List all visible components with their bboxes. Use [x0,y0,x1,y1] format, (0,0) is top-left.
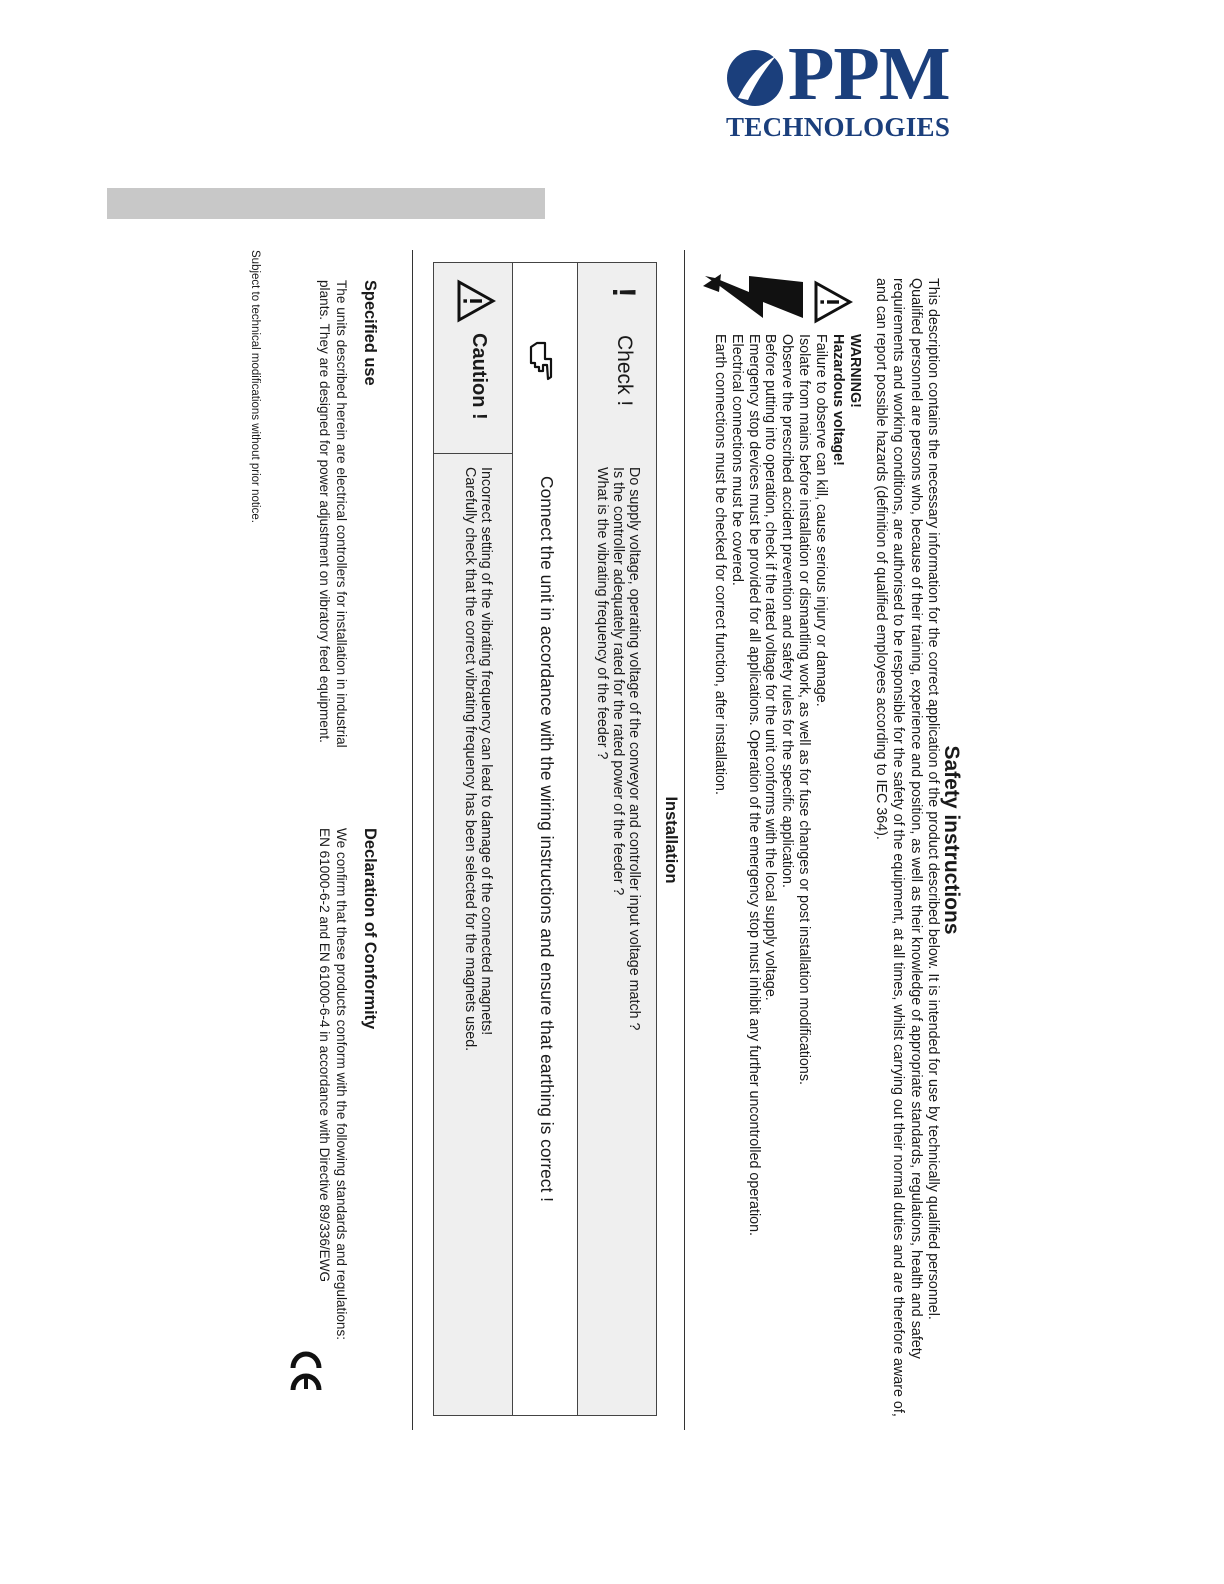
ppm-logo-icon [726,48,784,108]
caution-line: Carefully check that the correct vibrating frequency has been selected for the magnets used. [461,467,478,1052]
caution-row [434,263,512,1415]
logo-brand: PPM [788,32,950,116]
warning-line: Failure to observe can kill, cause serious injury or damage. [813,334,830,707]
check-lines [593,467,642,1031]
specified-use-text [316,280,349,748]
safety-intro [872,278,941,1428]
declaration-text [316,828,349,1340]
intro-paragraph: Qualified personnel are persons who, because of their training, experience and position, as well as their knowledge of appropriate standards, regulations, health and safety requirements and working conditions, are authorised to be responsible for the safety of the equipment, at all times, whilst carrying out their normal duties and are therefore aware of, and can report possible hazards (definition of qualified employees according to IEC 364). [873,278,924,1417]
caution-triangle-icon [456,279,496,323]
specified-use-line: The units described herein are electrical controllers for installation in industrial [334,280,349,748]
warning-line: Isolate from mains before installation or dismantling work, as well as for fuse changes or post installation modifications. [796,334,813,1085]
installation-table [433,262,657,1416]
warning-line: Emergency stop devices must be provided for all applications. Operation of the emergency stop must inhibit any further uncontrolled operation. [745,334,762,1236]
warning-title: WARNING! [847,334,863,408]
lightning-bolt-icon [703,272,805,326]
warning-block [711,334,863,1424]
caution-label: Caution ! [468,333,490,420]
section-divider [412,250,413,1430]
installation-heading: Installation [662,796,680,884]
specified-use-line: plants. They are designed for power adjustment on vibratory feed equipment. [317,280,333,743]
section-divider [684,250,685,1430]
caution-lines [462,467,494,1051]
warning-line: Observe the prescribed accident prevention and safety rules for the specific application. [779,334,796,888]
warning-line: Electrical connections must be covered. [728,334,745,586]
check-line: What is the vibrating frequency of the feeder ? [593,467,610,760]
logo-subtitle: TECHNOLOGIES [726,112,951,142]
warning-line: Earth connections must be checked for correct function, after installation. [711,334,728,795]
intro-paragraph: This description contains the necessary information for the correct application of the product described below. It is intended for use by technically qualified personnel. [925,278,941,1320]
company-logo [722,32,992,152]
check-line: Do supply voltage, operating voltage of the conveyor and controller input voltage match ? [626,467,642,1031]
declaration-line: We confirm that these products conform with the following standards and regulations: [334,828,349,1341]
connect-instruction: Connect the unit in accordance with the wiring instructions and ensure that earthing is correct ! [537,476,557,1202]
footer-note: Subject to technical modifications without prior notice. [249,250,261,523]
caution-divider [434,453,512,454]
connect-row [512,263,577,1415]
ce-mark-icon [289,1350,323,1394]
check-label: Check ! [613,335,636,407]
declaration-heading: Declaration of Conformity [361,828,379,1030]
warning-line: Before putting into operation, check if the rated voltage for the unit conforms with the local supply voltage. [762,334,779,1001]
specified-use-heading: Specified use [361,280,379,386]
check-line: Is the controller adequately rated for the rated power of the feeder ? [609,467,626,896]
warning-triangle-icon [813,280,853,324]
caution-line: Incorrect setting of the vibrating frequency can lead to damage of the connected magnets! [478,467,494,1036]
rotated-page-content [243,250,963,1430]
safety-title: Safety instructions [940,745,963,935]
check-row [577,263,656,1415]
check-exclamation-icon: ! [606,287,642,298]
declaration-line: EN 61000-6-2 and EN 61000-6-4 in accordance with Directive 89/336/EWG [317,828,333,1283]
header-bar [107,188,545,219]
warning-subtitle: Hazardous voltage! [830,334,847,466]
